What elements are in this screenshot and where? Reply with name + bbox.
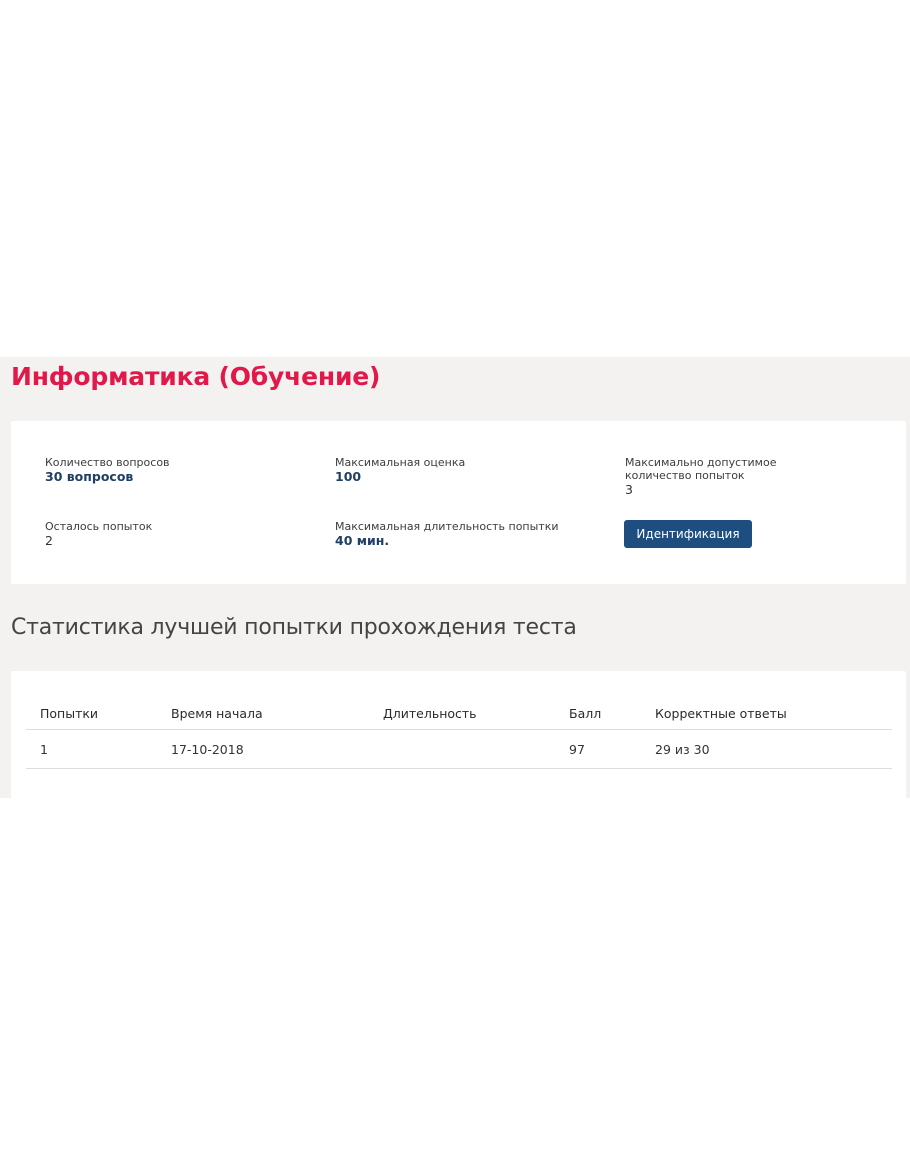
max-duration-value: 40 мин. bbox=[335, 533, 390, 548]
attempts-left-field bbox=[45, 520, 305, 548]
max-score-label: Максимальная оценка bbox=[335, 456, 466, 469]
stats-header-row bbox=[26, 697, 892, 730]
column-header-correct-answers: Корректные ответы bbox=[641, 697, 892, 730]
column-header-duration: Длительность bbox=[369, 697, 555, 730]
cell-start-time: 17-10-2018 bbox=[157, 730, 369, 769]
page-title: Информатика (Обучение) bbox=[11, 362, 381, 391]
stats-card bbox=[11, 671, 906, 798]
questions-count-label: Количество вопросов bbox=[45, 456, 170, 469]
max-attempts-value: 3 bbox=[625, 482, 633, 497]
max-attempts-label: Максимально допустимое количество попыток bbox=[625, 456, 777, 482]
test-info-card bbox=[11, 421, 906, 584]
column-header-score: Балл bbox=[555, 697, 641, 730]
questions-count-value: 30 вопросов bbox=[45, 469, 134, 484]
max-duration-label: Максимальная длительность попытки bbox=[335, 520, 559, 533]
max-score-field bbox=[335, 456, 595, 484]
attempts-left-label: Осталось попыток bbox=[45, 520, 153, 533]
stats-section-title: Статистика лучшей попытки прохождения теста bbox=[11, 615, 577, 640]
questions-count-field bbox=[45, 456, 305, 484]
column-header-attempts: Попытки bbox=[26, 697, 157, 730]
identification-button[interactable]: Идентификация bbox=[624, 520, 752, 548]
cell-attempt-number: 1 bbox=[26, 730, 157, 769]
stats-table bbox=[26, 697, 892, 769]
attempts-left-value: 2 bbox=[45, 533, 53, 548]
table-row bbox=[26, 730, 892, 769]
max-attempts-field bbox=[625, 456, 835, 497]
test-info-panel bbox=[0, 357, 910, 798]
cell-score: 97 bbox=[555, 730, 641, 769]
max-duration-field bbox=[335, 520, 595, 548]
cell-duration bbox=[369, 730, 555, 769]
column-header-start-time: Время начала bbox=[157, 697, 369, 730]
max-score-value: 100 bbox=[335, 469, 362, 484]
cell-correct-answers: 29 из 30 bbox=[641, 730, 892, 769]
